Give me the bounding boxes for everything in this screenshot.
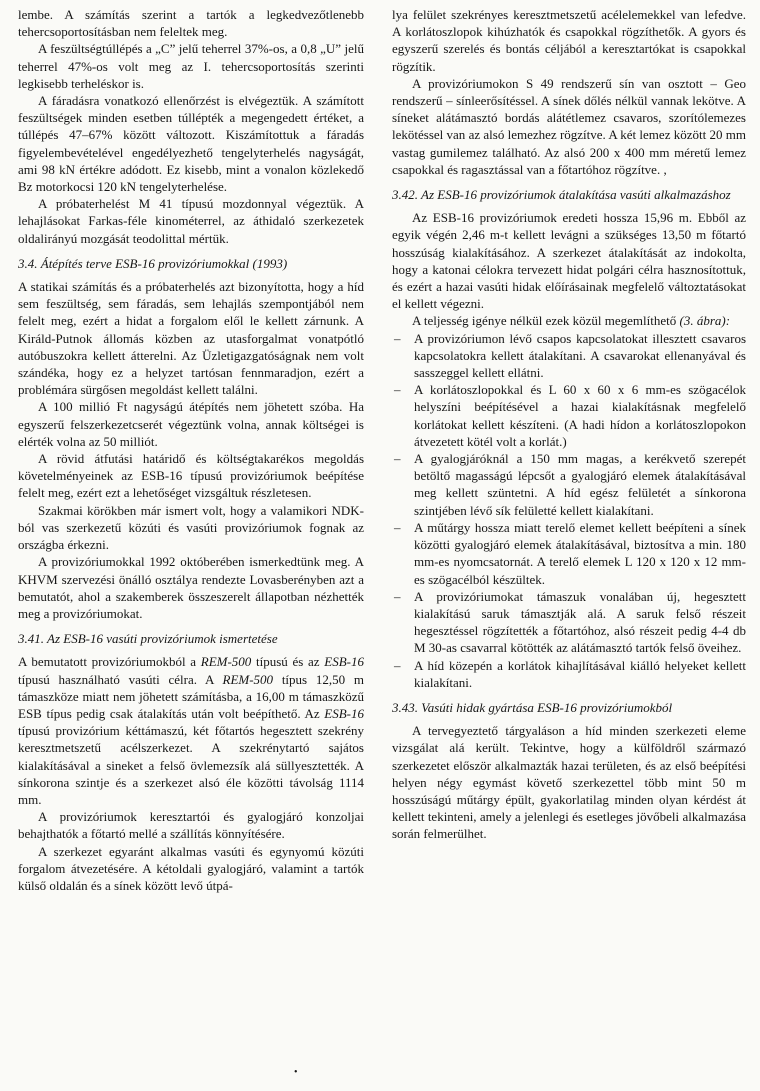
left-column [18, 6, 364, 894]
section-heading-3-41: 3.41. Az ESB-16 vasúti provizóriumok ismertetése [18, 631, 278, 647]
text-run: lya felület szekrényes keresztmetszetű acélelemekkel van lefedve. A korlátoszlopok kihúzhatók és csapokkal rögzíthetők. A gyors és egyszerű szerelés és bontás céljából a keresztartókat is csapokkal rögzítik. [392, 7, 746, 74]
text-run: A provizóriumokon S 49 rendszerű sín van osztott – Geo rendszerű – sínleerősítéssel. A sínek dőlés nélkül vannak lekötve. A síneket alátámasztó bordás alátétlemez csavaros, szorítólemezes lekötéssel van az alsó lemezhez rögzítve. A két lemez között 20 mm vastag gumilemez található. Az alsó 200 x 400 mm méretű lemez csapokkal és ragasztással van a főtartóhoz rögzítve. [392, 75, 746, 177]
list-item: – A műtárgy hossza miatt terelő elemet kellett beépíteni a sínek közötti gyalogjáró elemek átalakításával, biztosítva a min. 180 mm-es nyomcsatornát. A terelő elemek L 120 x 120 x 12 mm-es szögacélból készültek. [392, 519, 746, 588]
list-item: – A korlátoszlopokkal és L 60 x 60 x 6 mm-es szögacélok helyszíni beépítésével a hazai kialakításnak megfelelő korlátokat kellett készíteni. (A hadi hídon a korlátoszlopokon átvezetett kötél volt a korlát.) [392, 381, 746, 450]
paragraph: Szakmai körökben már ismert volt, hogy a valamikori NDK-ból vas szerkezetű közúti és vasúti provizóriumok fognak az országba érkezni. [18, 502, 364, 553]
list-item: – A híd közepén a korlátok kihajlításával kiálló helyeket kellett kialakítani. [392, 657, 746, 691]
figure-reference: (3. ábra): [679, 313, 731, 329]
paragraph: lembe. A számítás szerint a tartók a legkedvezőtlenebb tehercsoportosításban nem feleltek meg. [18, 7, 364, 40]
section-heading-3-43: 3.43. Vasúti hidak gyártása ESB-16 provizóriumokból [392, 699, 673, 715]
paragraph: A provizóriumokkal 1992 októberében ismerkedtünk meg. A KHVM szervezési önálló osztálya rendezte Lovasberényben azt a bemutatót, ahol a szakemberek összeszerelt állapotban nézhették meg a provizóriumokat. [18, 554, 364, 621]
paragraph [392, 6, 746, 75]
paragraph: A 100 millió Ft nagyságú átépítés nem jöhetett szóba. Ha egyszerű felszerkezetcserét végeztünk volna, annak költségei is elérték volna az 50 milliót. [18, 399, 364, 449]
type-name: ESB-16 [324, 654, 364, 670]
paragraph [18, 653, 364, 808]
text-run: típusú és az [251, 654, 325, 670]
type-name: ESB-16 [324, 705, 364, 721]
paragraph: A tervegyeztető tárgyaláson a híd minden szerkezeti eleme vizsgálat alá került. Tekintve, hogy a külföldről származó szerkezetet először alkalmazták hazai területen, és az első beépítési helyen négy egymást követő szerkezettel több mint 50 m hosszúságú műtárgy épült, gyakorlatilag minden olyan kérdést át kellett tekinteni, amely a jelenlegi és esetleges jövőbeli alkalmazása során felmerülhet. [392, 723, 746, 842]
paragraph [392, 312, 746, 329]
paragraph: A próbaterhelést M 41 típusú mozdonnyal végeztük. A lehajlásokat Farkas-féle kinométerrel, az áthidaló szerkezetek oldalirányú mozgását teodolittal mértük. [18, 196, 364, 246]
modification-list [392, 330, 746, 691]
paragraph: Az ESB-16 provizóriumok eredeti hossza 15,96 m. Ebből az egyik végén 2,46 m-t kellett levágni a szükséges 13,50 m főtartó hosszúság kialakításához. A szerkezet átalakítását az indokolta, hogy a katonai célokra tervezett hidat polgári célra hasznosítottuk, és ezért a hazai vasúti hidak előírásainak megfelelő változtatásokat el kellett végezni. [392, 210, 746, 312]
list-item: – A gyalogjáróknál a 150 mm magas, a kerékvető szerepét betöltő magasságú lépcsőt a gyalogjáró elemek átalakításával meg kellett szüntetni. A híd egész felületét a sínkorona szintjében lévő sík felületté kellett kialakítani. [392, 450, 746, 519]
text-run: típus 12,50 m támaszköze miatt nem jöhetett számításba, a 16,00 m támaszközű ESB típus pedig csak átalakítás után volt beépíthető. Az [18, 671, 364, 721]
stray-mark: , [663, 161, 667, 177]
paragraph: A feszültségtúllépés a „C” jelű teherrel 37%-os, a 0,8 „U” jelű teherrel 47%-os volt meg az I. tehercsoportosítás szerinti legkisebb terheléskor is. [18, 41, 364, 91]
paragraph: A szerkezet egyaránt alkalmas vasúti és egynyomú közúti forgalom átvezetésére. A kétoldali gyalogjáró, valamint a tartók külső oldalán és a sínek között levő útpá- [18, 843, 364, 893]
paragraph: A rövid átfutási határidő és költségtakarékos megoldás követelményeinek az ESB-16 típusú provizóriumok beépítése felelt meg, ezért ezt a lehetőséget vizsgáltuk részletesen. [18, 451, 364, 501]
text-run: típusú provizórium kéttámaszú, két főtartós hegesztett szekrény keresztmetszetű acélszerkezet. A szekrénytartó sajátos kialakításával a sineket a felső övlemezsík alá süllyesztették. A sínkorona szintje és a szerkezet alsó éle közötti távolság 1114 mm. [18, 723, 364, 807]
footer-dot: • [294, 1067, 298, 1078]
paragraph [392, 75, 746, 178]
type-name: REM-500 [222, 671, 274, 687]
paragraph: A statikai számítás és a próbaterhelés azt bizonyította, hogy a híd sem feszültség, sem fáradás, sem lehajlás szempontjából nem felelt meg, ezért a hidat a forgalom elől le kellett zárnunk. A Királd-Putnok állomás közben az utasforgalmat vonatpótló autóbuszokra kellett átterelni. Az Üzletigazgatóságnak nem volt szándéka, hogy ez a helyzet tartósan fennmaradjon, ezért a problémára sürgősen megoldást kellett találni. [18, 279, 364, 398]
text-run: A bemutatott provizóriumokból a [18, 654, 201, 670]
text-run: A teljesség igénye nélkül ezek közül megemlíthető [412, 313, 680, 329]
section-heading-3-42: 3.42. Az ESB-16 provizóriumok átalakítása vasúti alkalmazáshoz [392, 187, 731, 203]
section-heading-3-4: 3.4. Átépítés terve ESB-16 provizóriumokkal (1993) [18, 255, 288, 271]
right-column [392, 6, 746, 843]
paragraph: A provizóriumok keresztartói és gyalogjáró konzoljai behajthatók a főtartó mellé a szállítás könnyítésére. [18, 809, 364, 842]
list-item: – A provizóriumokat támaszuk vonalában új, hegesztett kialakítású saruk támasztják alá. A saruk felső részeit hegesztéssel rögzítették a főtartóhoz, alsó részeit pedig 4-4 db M 30-as csavarral kötötték az alátámasztó tartók felső öveihez. [392, 588, 746, 657]
list-item: – A provizóriumon lévő csapos kapcsolatokat illesztett csavaros kapcsolatokra kellett átalakítani. A csavarokat ellenanyával és sasszeggel kellett ellátni. [392, 330, 746, 382]
paragraph: A fáradásra vonatkozó ellenőrzést is elvégeztük. A számított feszültségek minden esetben túllépték a megengedett értéket, a túllépés 47–67% között változott. Kiszámítottuk a fáradás figyelembevételével engedélyezhető tengelyterhelés nagyságát, ami 98 kN értékre adódott. Ez kisebb, mint a vonalon közlekedő Bz motorkocsi 120 kN tengelyterhelése. [18, 93, 364, 195]
type-name: REM-500 [200, 654, 252, 670]
text-run: típusú használható vasúti célra. A [18, 671, 223, 687]
